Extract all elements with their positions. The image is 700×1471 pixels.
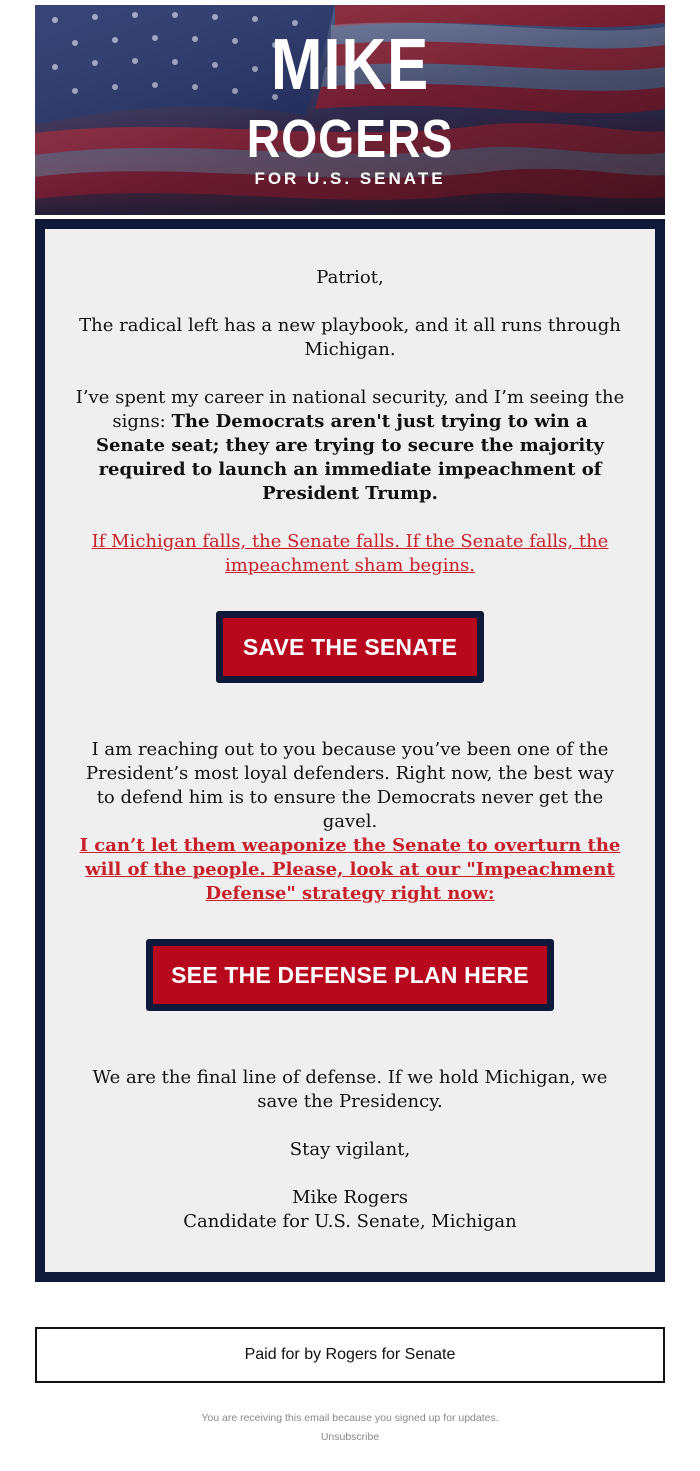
paid-for-disclaimer [35,1327,665,1383]
logo-name-last: ROGERS [246,109,454,169]
paragraph-national-security [75,386,625,506]
defense-strategy-link-text[interactable]: I can’t let them weaponize the Senate to overturn the will of the people. Please, look at our "Impeachment Defense" strategy right now: [79,835,621,904]
save-the-senate-button[interactable] [216,611,484,683]
see-defense-plan-button[interactable] [146,939,554,1011]
warning-link[interactable] [75,530,625,578]
header-banner [35,5,665,215]
signoff: Stay vigilant, [289,1139,411,1160]
greeting: Patriot, [316,267,384,288]
paragraph-final-line: We are the final line of defense. If we hold Michigan, we save the Presidency. [92,1067,608,1112]
email-body [45,229,655,1272]
unsubscribe-link[interactable]: Unsubscribe [320,1431,380,1443]
logo-name-first: MIKE [270,25,430,105]
signature-name: Mike Rogers [292,1187,408,1208]
subscription-notice: You are receiving this email because you signed up for updates. [201,1412,499,1424]
warning-link-text[interactable]: If Michigan falls, the Senate falls. If the Senate falls, the impeachment sham begins. [91,531,609,576]
paragraph-outreach: I am reaching out to you because you’ve been one of the President’s most loyal defenders. Right now, the best way to defend him is to ensure the Democrats never get the gavel. [85,739,615,832]
logo-tagline: FOR U.S. SENATE [254,169,446,188]
email-card-frame [35,219,665,1282]
paragraph-national-security-text: I’ve spent my career in national security, and I’m seeing the signs: [75,387,625,432]
campaign-logo [35,5,665,215]
signature-title: Candidate for U.S. Senate, Michigan [183,1211,517,1232]
save-the-senate-button-label[interactable]: SAVE THE SENATE [223,618,477,676]
defense-strategy-link[interactable] [75,834,625,906]
paragraph-intro: The radical left has a new playbook, and it all runs through Michigan. [79,315,621,360]
paragraph-national-security-bold: The Democrats aren't just trying to win a Senate seat; they are trying to secure the majority required to launch an immediate impeachment of President Trump. [95,411,605,504]
paid-for-text: Paid for by Rogers for Senate [244,1346,456,1363]
see-defense-plan-button-label[interactable]: SEE THE DEFENSE PLAN HERE [153,946,547,1004]
